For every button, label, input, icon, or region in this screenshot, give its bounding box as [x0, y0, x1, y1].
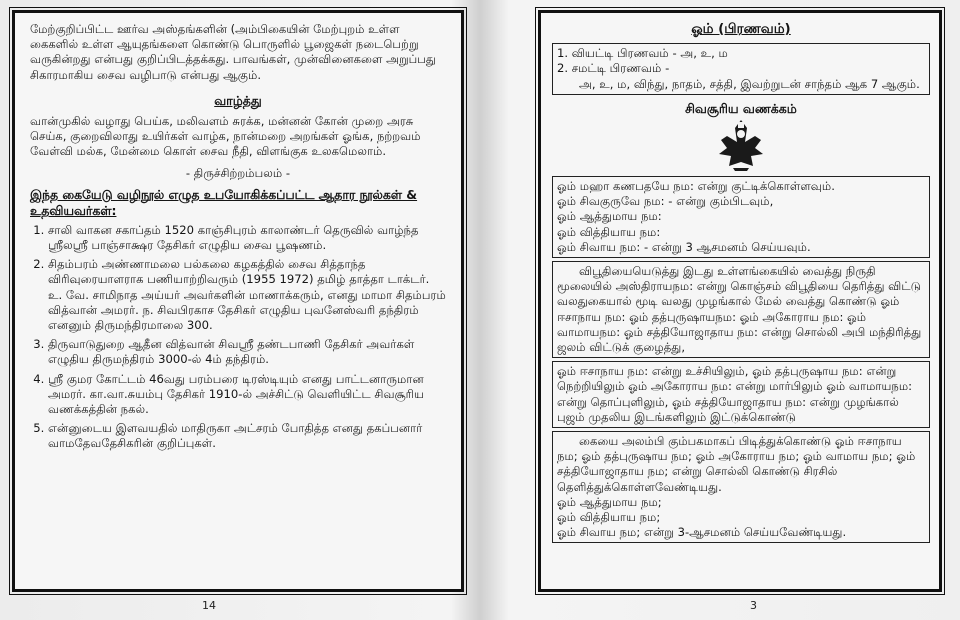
- closing-line: ஓம் வித்தியாய நம;: [557, 510, 661, 525]
- closing-box: [552, 431, 930, 543]
- mantra-line: ஓம் சிவாய நம: - என்று 3 ஆசமனம் செய்யவும்.: [557, 239, 811, 254]
- application-paragraph: ஓம் ஈசாநாய நம: என்று உச்சியிலும், ஓம் தத்புருஷாய நம: என்று நெற்றியிலும் ஓம் அகோராய நம: என்று மார்பிலும் ஓம் வாமாயநம: என்று தொப்புளிலும், ஓம் சத்தியோஜாதாய நம: என்று முழங்கால் புஜம் முதலிய இடங்களிலும் இட்டுக்கொண்டு: [552, 361, 930, 428]
- sources-title: இந்த கையேடு வழிநூல் எழுத உபயோகிக்கப்பட்ட ஆதார நூல்கள் & உதவியவர்கள்:: [30, 186, 418, 218]
- left-page: [4, 6, 472, 610]
- pranava-samashti: 2. சமட்டி பிரணவம் -: [557, 61, 670, 76]
- vibhuti-paragraph: விபூதியையெடுத்து இடது உள்ளங்கையில் வைத்து நிருதி மூலையில் அஸ்திராயநம: என்று கொஞ்சம் விபூதியை தெரித்து விட்டு வலதுகையால் மூடி வலது முழங்கால் மேல் வைத்து கொண்டு ஓம் ஈசாநாய நம: ஓம் தத்புருஷாயநம: ஓம் அகோராய நம: ஓம் வாமாயநம: ஓம் சத்தியோஜாதாய நம: என்று சொல்லி அபி மந்திரித்து ஜலம் விட்டுக் குழைத்து,: [552, 261, 930, 358]
- right-page: [488, 6, 956, 610]
- kumbhaka-paragraph: கையை அலம்பி கும்பகமாகப் பிடித்துக்கொண்டு ஓம் ஈசாநாய நம; ஓம் தத்புருஷாய நம; ஓம் அகோராய நம; ஓம் வாமாய நம; ஓம் சத்தியோஜாதாய நம; என்று சொல்லி கொண்டு சிரசில் தெளித்துக்கொள்ளவேண்டியது.: [557, 434, 916, 494]
- sivasurya-deity-icon: [711, 118, 771, 172]
- blessing-title: வாழ்த்து: [214, 92, 262, 108]
- source-item: 3. திருவாடுதுறை ஆதீன வித்வான் சிவஸ்ரீ தண்டபாணி தேசிகர் அவர்கள் எழுதிய திருமந்திரம் 3000-ல் 4ம் தந்திரம்.: [48, 337, 446, 367]
- source-item: 4. ஸ்ரீ குமர கோட்டம் 46வது பரம்பரை டிரஸ்டியும் எனது பாட்டனாருமான அமரர். கா.வா.சுயம்பு தேசிகர் 1910-ல் அச்சிட்டு வெளியிட்ட சிவசூரிய வணக்கத்தின் நகல்.: [48, 372, 446, 418]
- mantra-line: ஓம் வித்தியாய நம:: [557, 224, 661, 239]
- closing-line: ஓம் ஆத்துமாய நம;: [557, 494, 662, 509]
- tiruchitrambalam-line: - திருச்சிற்றம்பலம் -: [185, 165, 291, 180]
- right-page-content: [552, 20, 930, 546]
- mantra-line: ஓம் ஆத்துமாய நம:: [557, 209, 662, 224]
- sources-list: [30, 223, 446, 452]
- intro-paragraph: மேற்குறிப்பிட்ட ஊர்வ அஸ்தங்களின் (அம்பிகையின் மேற்புறம் உள்ள கைகளில் உள்ள ஆயுதங்களை கொண்டு பொருளில் பூஜைகள் நடைபெற்று வருகின்றது என்பது குறிப்பிடத்தக்கது. பாவங்கள், முன்வினைகளை அறுப்பது சிகாரமாகிய சைவ வழிபாடு என்பது ஆகும்.: [30, 22, 436, 82]
- pranava-samashti-detail: அ, உ, ம, விந்து, நாதம், சத்தி, இவற்றுடன் சாந்தம் ஆக 7 ஆகும்.: [579, 76, 920, 91]
- source-item: 5. என்னுடைய இளவயதில் மாதிருகா அட்சரம் போதித்த எனது தகப்பனார் வாமதேவதேசிகரின் குறிப்புகள்.: [48, 421, 446, 451]
- mantra-box: [552, 176, 930, 258]
- pranava-box: [552, 43, 930, 95]
- mantra-line: ஓம் மஹா கணபதயே நம: என்று குட்டிக்கொள்ளவும்.: [557, 179, 835, 194]
- pranava-title: ஓம் (பிரணவம்): [691, 21, 791, 37]
- source-item: 1. சாலி வாகன சகாப்தம் 1520 காஞ்சிபுரம் காலாண்டர் தெருவில் வாழ்ந்த ஸ்ரீலஸ்ரீ பாஞ்சாக்ஷர தேசிகர் எழுதிய சைவ பூஷணம்.: [48, 223, 446, 253]
- page-number-right: 3: [750, 599, 757, 612]
- left-page-content: [30, 22, 446, 456]
- sivasurya-title: சிவசூரிய வணக்கம்: [685, 100, 797, 116]
- blessing-text: வான்முகில் வழாது பெய்க, மலிவளம் சுரக்க, மன்னன் கோன் முறை அரசு செய்க, குறைவிலாது உயிர்கள் வாழ்க, நான்மறை அறங்கள் ஓங்க, நற்றவம் வேள்வி மல்க, மேன்மை கொள் சைவ நீதி, விளங்குக உலகமெலாம்.: [30, 114, 421, 159]
- closing-line: ஓம் சிவாய நம; என்று 3-ஆசமனம் செய்யவேண்டியது.: [557, 525, 847, 540]
- pranava-vyashti: 1. வியட்டி பிரணவம் - அ, உ, ம: [557, 46, 728, 61]
- mantra-line: ஓம் சிவகுருவே நம: - என்று கும்பிடவும்,: [557, 194, 774, 209]
- page-number-left: 14: [202, 599, 216, 612]
- source-item: 2. சிதம்பரம் அண்ணாமலை பல்கலை கழகத்தில் சைவ சித்தாந்த விரிவுரையாளராக பணியாற்றிவரும் (1955 1972) தமிழ் தாத்தா டாக்டர். உ. வே. சாமிநாத அய்யர் அவர்களின் மாணாக்கரும், எனது மாமா சிதம்பரம் வித்வான் அமரர். ந. சிவபிரகாச தேசிகர் எழுதிய புவனேஸ்வரி தந்திரம் எனனும் திருமந்திரமாலை 300.: [48, 257, 446, 333]
